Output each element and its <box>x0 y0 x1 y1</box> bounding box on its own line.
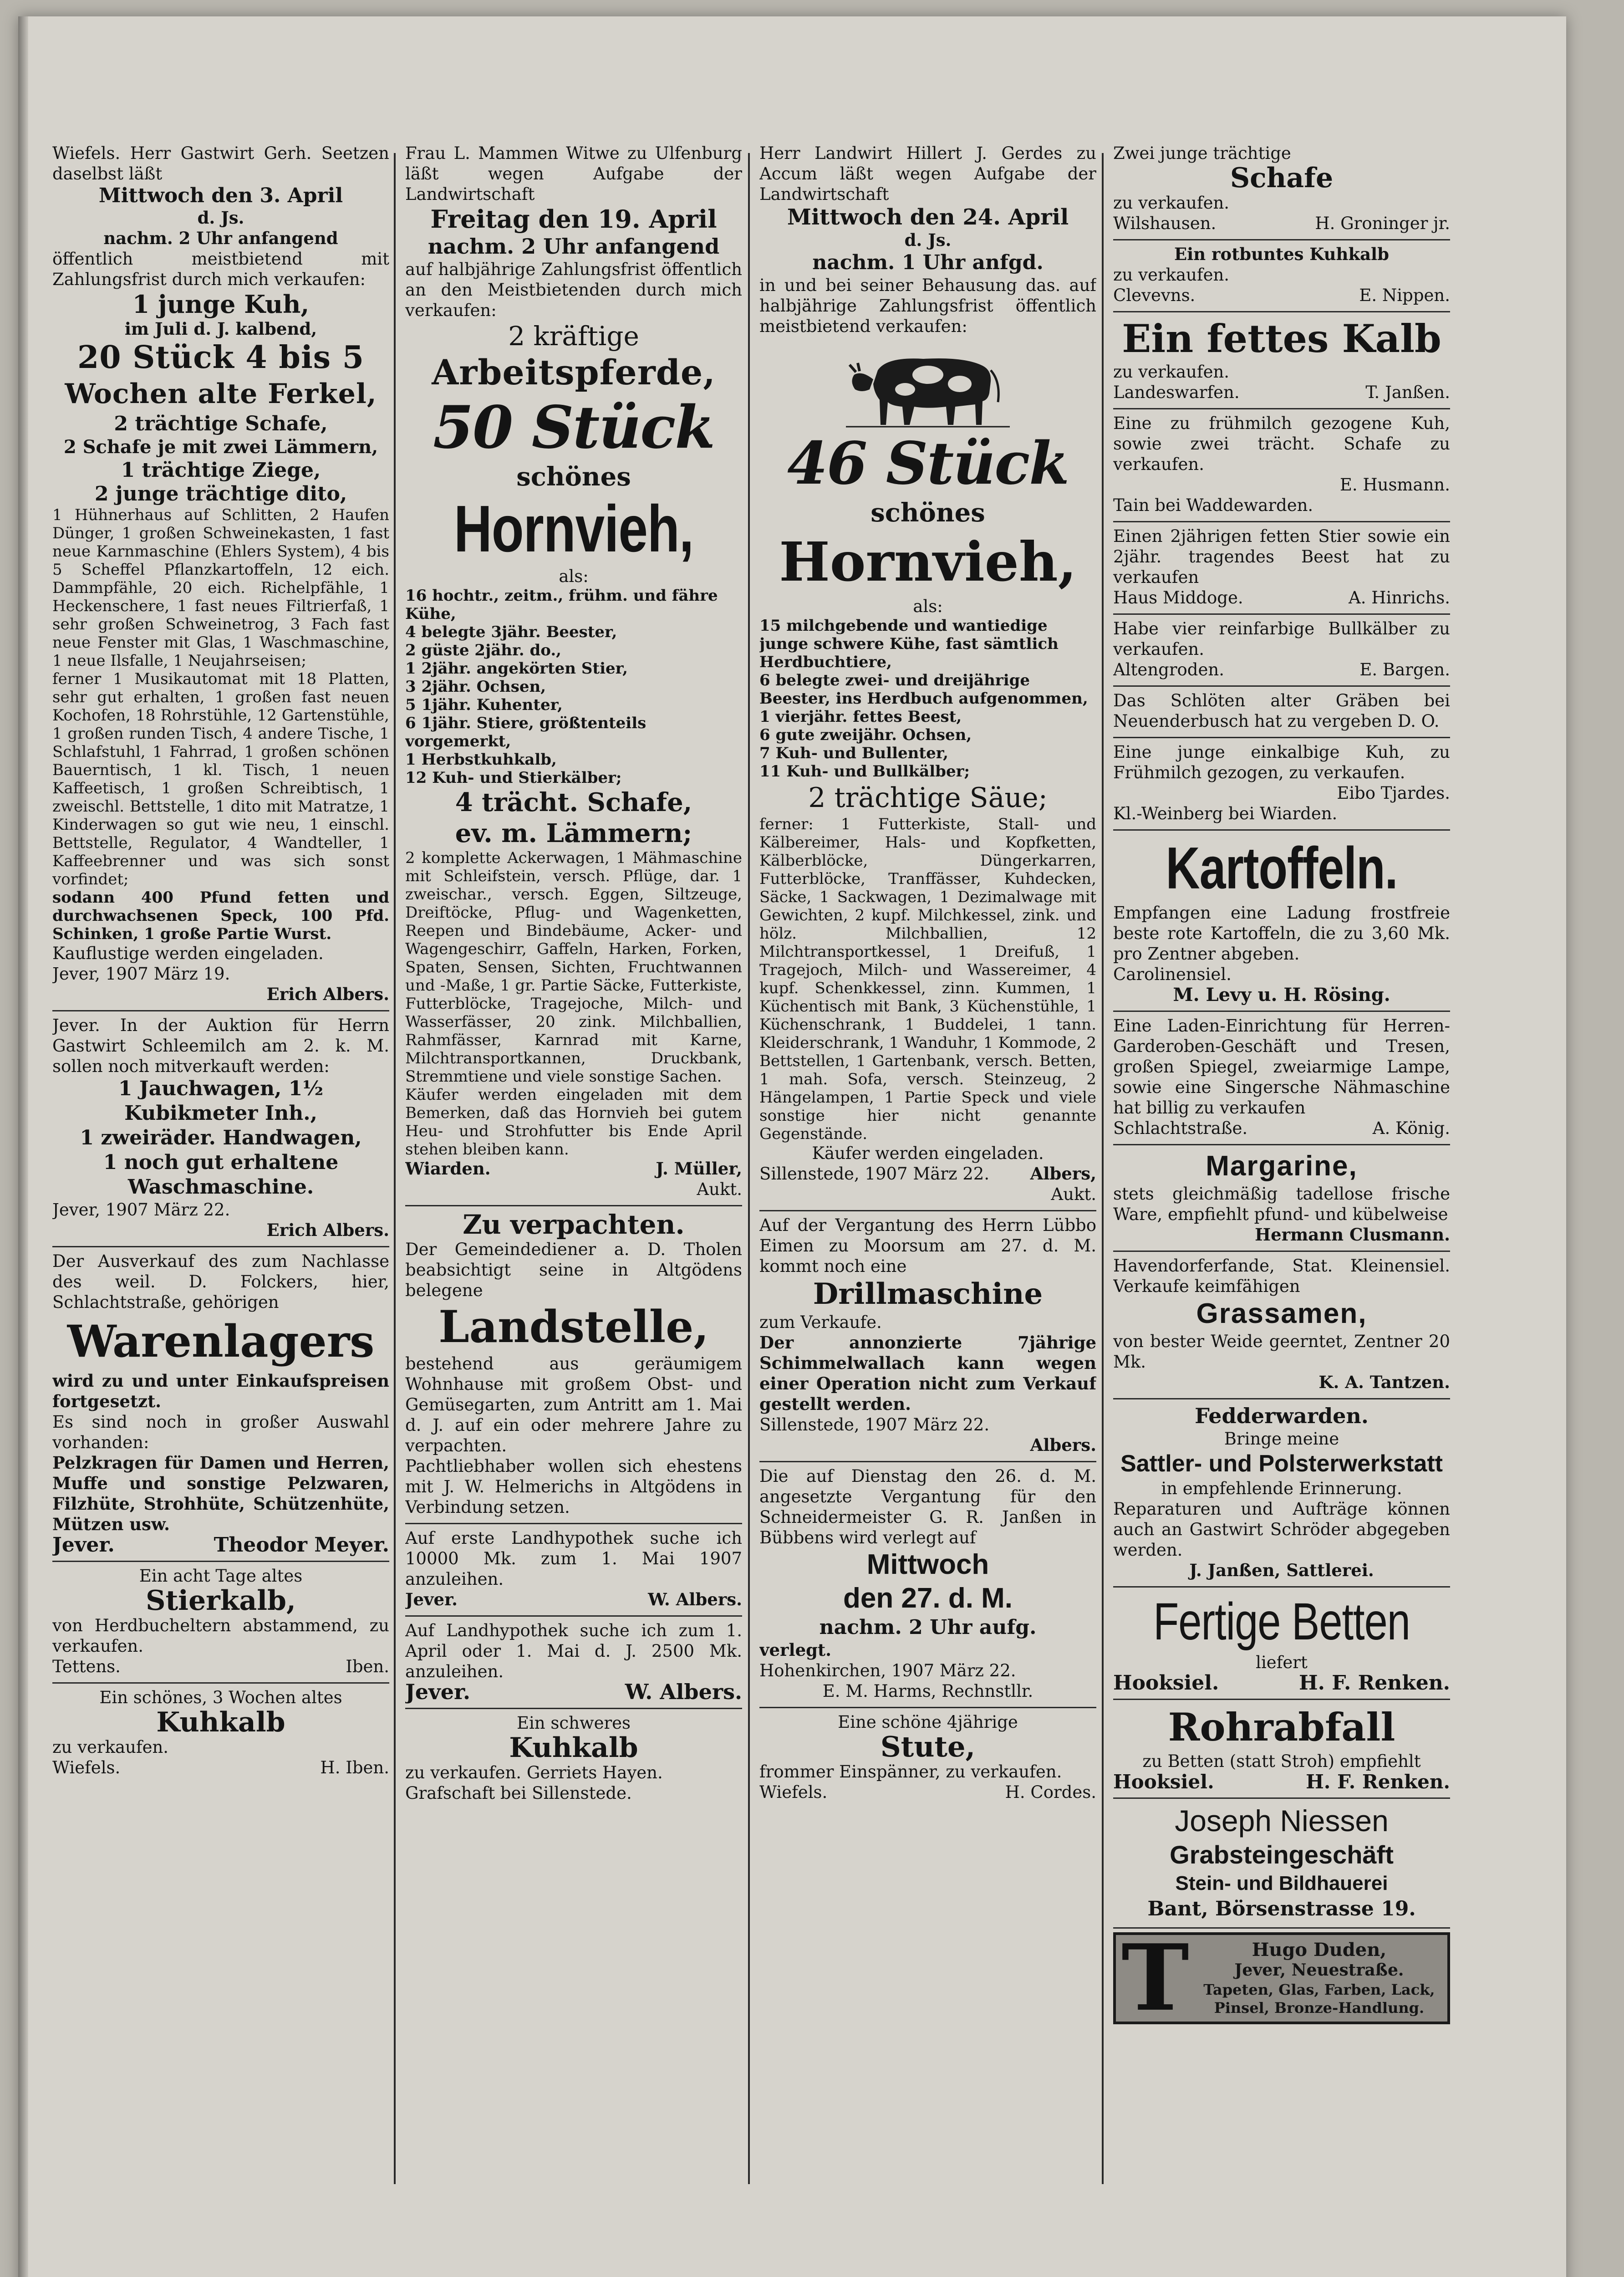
ad-kuhkalb <box>52 1684 389 1783</box>
ad-item: 1 noch gut erhaltene Waschmaschine. <box>103 1151 339 1199</box>
ad-signature: E. Bargen. <box>1359 660 1450 679</box>
ad-place: Jever, 1907 März 22. <box>52 1200 230 1220</box>
ad-vergantung-janssen <box>759 1462 1096 1708</box>
ad-duden <box>1113 1925 1450 2032</box>
ad-text: Stein- und Bildhauerei <box>1175 1872 1388 1894</box>
ad-headline: Ein fettes Kalb <box>1122 316 1441 361</box>
ad-text: Frau L. Mammen Witwe zu Ulfenburg läßt wegen Aufgabe der Landwirtschaft <box>405 143 742 204</box>
ad-signature: H. F. Renken. <box>1299 1671 1450 1695</box>
ad-text: Ein rotbuntes Kuhkalb <box>1174 244 1389 264</box>
ad-headline: Kartoffeln. <box>1166 835 1398 902</box>
ad-place: Jever. <box>52 1533 115 1557</box>
ad-text: Eine schöne 4jährige <box>838 1712 1018 1732</box>
column-rule <box>394 153 396 2184</box>
ad-list: ferner 1 Musikautomat mit 18 Platten, sehr gut erhalten, 1 großen fast neuen Kochofen, 18 Rohrstühle, 12 Gartenstühle, 1 großen runden Tisch, 4 andere Tische, 1 Schlafstuhl, 1 Fahrrad, 1 großen schönen Bauerntisch, 1 kl. Tisch, 1 neuen Kaffeetisch, 1 großen Schreibtisch, 1 zweischl. Bettstelle, 1 dito mit Matratze, 1 Kinderwagen so gut wie neu, 1 einschl. Bettstelle, Regulator, 4 Wandteller, 1 Kaffeebrenner und was sich sonst vorfindet; <box>52 670 389 888</box>
ad-headline: Hornvieh, <box>454 491 693 566</box>
column-2 <box>405 139 742 2202</box>
ad-graeben <box>1113 687 1450 738</box>
ad-text: Auf Landhypothek suche ich zum 1. April oder 1. Mai d. J. 2500 Mk. anzuleihen. <box>405 1621 742 1681</box>
ad-item: 16 hochtr., zeitm., frühm. und fähre Kühe, <box>405 587 718 623</box>
ad-fettes-kalb <box>1113 312 1450 409</box>
ad-headline: Zu verpachten. <box>463 1209 685 1240</box>
ad-place: Jever. <box>405 1589 458 1609</box>
ad-signature-row <box>52 1656 389 1677</box>
ad-signature-row <box>1113 213 1450 234</box>
ad-text: Herr Landwirt Hillert J. Gerdes zu Accum läßt wegen Aufgabe der Landwirtschaft <box>759 143 1096 204</box>
ad-place: Haus Middoge. <box>1113 588 1243 608</box>
ad-year: d. Js. <box>904 230 952 250</box>
ad-text: frommer Einspänner, zu verkaufen. <box>759 1762 1062 1782</box>
ad-auction-schleemilch <box>52 1011 389 1247</box>
ad-signature: Theodor Meyer. <box>214 1533 389 1557</box>
ad-kuhkalb-rotbunt <box>1113 240 1450 312</box>
ad-signature-row <box>759 1164 1096 1184</box>
ad-place: Clevevns. <box>1113 286 1196 305</box>
ad-signature-row <box>405 1159 742 1179</box>
column-1 <box>52 139 389 2202</box>
ad-text: Bringe meine <box>1224 1429 1339 1449</box>
ad-signature: H. Iben. <box>320 1758 389 1777</box>
ad-text: Auf erste Landhypothek suche ich 10000 Mk. zum 1. Mai 1907 anzuleihen. <box>405 1528 742 1589</box>
ad-stier-hinrichs <box>1113 522 1450 615</box>
ad-text: bestehend aus geräumigem Wohnhause mit großem Obst- und Gemüsegarten, zum Antritt am 1. Mai d. J. auf ein oder mehrere Jahre zu verpachten. <box>405 1354 742 1455</box>
ad-item: 12 Kuh- und Stierkälber; <box>405 769 622 787</box>
ad-headline: Grabsteingeschäft <box>1170 1840 1394 1869</box>
ad-signature: K. A. Tantzen. <box>1319 1372 1450 1392</box>
ad-signature-row <box>759 1782 1096 1802</box>
ad-signature: H. F. Renken. <box>1306 1771 1450 1793</box>
ad-headline: Margarine, <box>1206 1150 1358 1182</box>
ad-item: 15 milchgebende und wantiedige junge schwere Kühe, fast sämtlich Herdbuchtiere, <box>759 617 1059 671</box>
cow-illustration-icon <box>846 338 1010 429</box>
ad-text: Der annonzierte 7jährige Schimmelwallach kann wegen einer Operation nicht zum Verkauf gestellt werden. <box>759 1333 1096 1414</box>
ad-text: zum Verkaufe. <box>759 1312 882 1332</box>
ad-place: Jever, Neuestraße. <box>1234 1960 1404 1980</box>
ad-time: nachm. 2 Uhr anfangend <box>103 228 338 248</box>
decorative-letter-t: T <box>1121 1925 1189 2032</box>
ad-place: Carolinensiel. <box>1113 965 1232 984</box>
ad-signature-row <box>1113 659 1450 680</box>
ad-list: sodann 400 Pfund fetten und durchwachsenen Speck, 100 Pfd. Schinken, 1 große Partie Wurst. <box>52 888 389 943</box>
ad-kuhkalb-hayen <box>405 1709 742 1809</box>
ad-item: Arbeitspferde, <box>432 352 716 393</box>
ad-grassamen <box>1113 1252 1450 1399</box>
ad-item: 4 belegte 3jähr. Beester, <box>405 623 617 641</box>
ad-headline: Sattler- und Polsterwerkstatt <box>1120 1450 1443 1477</box>
ad-item: 1 vierjähr. fettes Beest, <box>759 708 962 726</box>
ad-hypothek-2 <box>405 1617 742 1709</box>
ad-intro: Wiefels. Herr Gastwirt Gerh. Seetzen daselbst läßt <box>52 143 389 184</box>
ad-signature-row <box>405 1589 742 1610</box>
ad-item: 6 belegte zwei- und dreijährige Beester, ins Herdbuch aufgenommen, <box>759 671 1088 708</box>
ad-item: ev. m. Lämmern; <box>455 818 692 848</box>
ad-list: 1 Hühnerhaus auf Schlitten, 2 Haufen Dünger, 1 großen Schweinekasten, 1 fast neue Karnmaschine (Ehlers System), 4 bis 5 Scheffel Pflanzkartoffeln, 12 eich. Dammpfähle, 20 eich. Richelpfähle, 1 Heckenschere, 1 fast neues Filtrierfaß, 1 sehr großen Schweinetrog, 3 Fach fast neue Fenster mit Glas, 1 Waschmaschine, 1 neue Ilsfalle, 1 Neujahrseisen; <box>52 506 389 670</box>
ad-headline: Joseph Niessen <box>1175 1804 1389 1838</box>
ad-item: 3 2jähr. Ochsen, <box>405 678 546 696</box>
ad-place: Wiefels. <box>759 1782 828 1802</box>
ad-item: 20 Stück 4 bis 5 <box>77 339 365 376</box>
ad-text: Empfangen eine Ladung frostfreie beste rote Kartoffeln, die zu 3,60 Mk. pro Zentner abgeben. <box>1113 903 1450 964</box>
ad-drillmaschine <box>759 1211 1096 1462</box>
ad-text: Ein acht Tage altes <box>139 1566 303 1586</box>
ad-place: Altengroden. <box>1113 660 1224 679</box>
column-rule <box>1102 153 1104 2184</box>
ad-niessen <box>1113 1799 1450 1929</box>
ad-item: 2 junge trächtige dito, <box>94 482 347 505</box>
ad-text: Eine Laden-Einrichtung für Herren-Garderoben-Geschäft und Tresen, großen Spiegel, zweiarmige Lampe, sowie eine Singersche Nähmaschine hat billig zu verkaufen <box>1113 1016 1450 1118</box>
ad-signature: E. Husmann. <box>1339 475 1450 495</box>
ad-text: Habe vier reinfarbige Bullkälber zu verkaufen. <box>1113 619 1450 659</box>
ad-item: 11 Kuh- und Bullkälber; <box>759 762 970 781</box>
ad-item: Wochen alte Ferkel, <box>65 378 377 410</box>
ad-margarine <box>1113 1145 1450 1252</box>
ad-bullkaelber <box>1113 615 1450 687</box>
ad-signature: T. Janßen. <box>1365 383 1450 402</box>
ad-headline: Schafe <box>1230 162 1334 194</box>
ad-text: in empfehlende Erinnerung. <box>1161 1479 1402 1498</box>
ad-text: Pachtliebhaber wollen sich ehestens mit J. W. Helmerichs in Altgödens in Verbindung setzen. <box>405 1456 742 1517</box>
ad-signature-row <box>1113 587 1450 608</box>
ad-signature: H. Groninger jr. <box>1315 214 1450 233</box>
ad-kartoffeln <box>1113 831 1450 1012</box>
duden-box <box>1113 1925 1450 2032</box>
ad-signature: H. Cordes. <box>1005 1782 1096 1802</box>
ad-signature: Iben. <box>346 1657 389 1676</box>
ad-place: Bant, Börsenstrasse 19. <box>1147 1897 1416 1920</box>
ad-item: 1 Herbstkuhkalb, <box>405 750 557 769</box>
ad-item: 6 gute zweijähr. Ochsen, <box>759 726 972 744</box>
ad-text: Auf der Vergantung des Herrn Lübbo Eimen zu Moorsum am 27. d. M. kommt noch eine <box>759 1215 1096 1276</box>
ad-signature: Hermann Clusmann. <box>1255 1225 1450 1245</box>
ad-text: zu verkaufen. <box>52 1737 169 1757</box>
ad-signature: Hugo Duden, <box>1252 1939 1387 1960</box>
ad-date: Mittwoch den 3. April <box>98 184 343 207</box>
ad-laden-einrichtung <box>1113 1012 1450 1145</box>
ad-list: ferner: 1 Futterkiste, Stall- und Kälbereimer, Hals- und Kopfketten, Kälberblöcke, Düngerkarren, Futterblöcke, Tranffässer, Kuhdecken, Säcke, 1 Sackwagen, 1 Dezimalwage mit Gewichten, 2 kupf. Milchkessel, zink. und hölz. Milchballien, 12 Milchtransportkessel, 1 Dreifuß, 1 Tragejoch, Milch- und Wassereimer, 4 kupf. Schenkkessel, zinn. Kummen, 1 Küchentisch mit Bank, 3 Küchenstühle, 1 Küchenschrank, 1 Buddelei, 1 tann. Kleiderschrank, 1 Wanduhr, 1 Kommode, 2 Bettstellen, 1 Gartenbank, versch. Betten, 1 mah. Sofa, versch. Steinzeug, 2 Hängelampen, 1 Partie Speck und viele sonstige hier nicht genannte Gegenstände. <box>759 815 1096 1143</box>
ad-signature: M. Levy u. H. Rösing. <box>1173 984 1390 1006</box>
ad-text: Der Ausverkauf des zum Nachlasse des weil. D. Folckers, hier, Schlachtstraße, gehörigen <box>52 1251 389 1312</box>
ad-headline: Stierkalb, <box>146 1585 296 1617</box>
ad-headline: Landstelle, <box>438 1301 709 1353</box>
ad-headline: Grassamen, <box>1196 1298 1367 1329</box>
ad-headline: Drillmaschine <box>813 1277 1043 1311</box>
ad-signature: J. Janßen, Sattlerei. <box>1189 1560 1374 1580</box>
ad-signature: A. Hinrichs. <box>1349 588 1450 608</box>
ad-place: Tain bei Waddewarden. <box>1113 495 1313 515</box>
ad-item: 5 1jähr. Kuhenter, <box>405 696 563 714</box>
ad-time: nachm. 2 Uhr aufg. <box>819 1616 1037 1639</box>
ad-item: 2 trächtige Säue; <box>808 782 1048 814</box>
ad-signature: A. König. <box>1372 1118 1450 1138</box>
ad-text: liefert <box>1256 1653 1308 1672</box>
ad-place: Wiarden. <box>405 1159 491 1179</box>
ad-place: Schlachtstraße. <box>1113 1118 1248 1138</box>
ad-verpachten <box>405 1206 742 1524</box>
ad-text: zu Betten (statt Stroh) empfiehlt <box>1142 1751 1421 1771</box>
ad-terms: in und bei seiner Behausung das. auf halbjährige Zahlungsfrist öffentlich meistbietend verkaufen: <box>759 276 1096 336</box>
column-4 <box>1113 139 1450 2202</box>
ad-place: Wiefels. <box>52 1758 121 1777</box>
ad-place: Hooksiel. <box>1113 1671 1219 1695</box>
column-3 <box>759 139 1096 2202</box>
ad-headline: den 27. d. M. <box>843 1583 1013 1614</box>
ad-place: Landeswarfen. <box>1113 383 1240 402</box>
ad-place: Hooksiel. <box>1113 1771 1214 1793</box>
ad-text: Käufer werden eingeladen mit dem Bemerken, daß das Hornvieh bei gutem Heu- und Strohfutter bis Ende April stehen bleiben kann. <box>405 1086 742 1159</box>
ad-kuh-husmann <box>1113 409 1450 522</box>
ad-place: Jever. <box>405 1680 471 1704</box>
ad-signature-row <box>1113 285 1450 306</box>
ad-date: Mittwoch den 24. April <box>787 204 1069 230</box>
ad-text: Es sind noch in großer Auswahl vorhanden: <box>52 1412 389 1452</box>
ad-text: von bester Weide geerntet, Zentner 20 Mk. <box>1113 1332 1450 1372</box>
ad-text: von Herdbucheltern abstammend, zu verkaufen. <box>52 1616 389 1656</box>
ad-text: Ein schönes, 3 Wochen altes <box>99 1688 342 1707</box>
ad-stierkalb <box>52 1562 389 1684</box>
ad-signature-row <box>52 1757 389 1778</box>
ad-auction-gerdes <box>759 139 1096 1211</box>
ad-text: Das Schlöten alter Gräben bei Neuenderbusch hat zu vergeben D. O. <box>1113 691 1450 731</box>
ad-text: Pelzkragen für Damen und Herren, Muffe und sonstige Pelzwaren, Filzhüte, Strohhüte, Schützenhüte, Mützen usw. <box>52 1453 389 1534</box>
ad-warenlager <box>52 1247 389 1562</box>
ad-year: d. Js. <box>197 208 244 228</box>
ad-text: Tapeten, Glas, Farben, Lack, Pinsel, Bronze-Handlung. <box>1203 1981 1435 2017</box>
ad-item: 2 trächtige Schafe, <box>114 412 328 435</box>
ad-signature: Erich Albers. <box>266 1220 389 1240</box>
ad-item: 2 Schafe je mit zwei Lämmern, <box>63 436 378 458</box>
ad-signature-row <box>1113 1118 1450 1138</box>
ad-terms: auf halbjährige Zahlungsfrist öffentlich an den Meistbietenden durch mich verkaufen: <box>405 260 742 320</box>
ad-signature: E. M. Harms, Rechnstllr. <box>822 1681 1033 1701</box>
ad-headline: Kuhkalb <box>156 1706 285 1738</box>
ad-sattlerei <box>1113 1399 1450 1588</box>
ad-text: Havendorferfande, Stat. Kleinensiel. Verkaufe keimfähigen <box>1113 1256 1450 1296</box>
ad-role: Aukt. <box>1051 1184 1096 1204</box>
ad-item: 2 kräftige <box>508 321 639 352</box>
ad-text: stets gleichmäßig tadellose frische Ware, empfiehlt pfund- und kübelweise <box>1113 1184 1450 1224</box>
ad-item: schönes <box>871 498 985 528</box>
ad-signature-row <box>1113 1772 1450 1792</box>
ad-place: Sillenstede, 1907 März 22. <box>759 1164 990 1184</box>
ad-place: Jever, 1907 März 19. <box>52 964 230 984</box>
ad-date: Freitag den 19. April <box>430 204 717 234</box>
ad-rohrabfall <box>1113 1700 1450 1799</box>
ad-headline: Warenlagers <box>67 1316 375 1367</box>
ad-signature-row <box>1113 1673 1450 1693</box>
ad-item: schönes <box>516 462 631 492</box>
ad-item: 7 Kuh- und Bullenter, <box>759 744 948 762</box>
ad-item: 1 zweiräder. Handwagen, <box>80 1126 362 1149</box>
ad-kuh-tjardes <box>1113 738 1450 831</box>
ad-text: zu verkaufen. <box>1113 193 1230 213</box>
ad-place: Wilshausen. <box>1113 214 1217 233</box>
ad-text: zu verkaufen. Gerriets Hayen. Grafschaft bei Sillenstede. <box>405 1763 663 1803</box>
ad-text: Die auf Dienstag den 26. d. M. angesetzte Vergantung für den Schneidermeister G. R. Janßen in Bübbens wird verlegt auf <box>759 1466 1096 1547</box>
ad-headline: 46 Stück <box>787 429 1069 498</box>
ad-time: nachm. 1 Uhr anfgd. <box>812 251 1044 274</box>
ad-text: zu verkaufen. <box>1113 362 1230 382</box>
ad-terms: öffentlich meistbietend mit Zahlungsfrist durch mich verkaufen: <box>52 249 389 289</box>
ad-headline: Hornvieh, <box>779 530 1077 593</box>
ad-item: 2 güste 2jähr. do., <box>405 641 562 659</box>
ad-place: Hohenkirchen, 1907 März 22. <box>759 1661 1016 1680</box>
ad-item: 6 1jähr. Stiere, größtenteils vorgemerkt, <box>405 714 647 750</box>
ad-signature: Erich Albers. <box>266 984 389 1004</box>
ad-fertige-betten <box>1113 1588 1450 1700</box>
ad-text: Eine junge einkalbige Kuh, zu Frühmilch gezogen, zu verkaufen. <box>1113 742 1450 782</box>
ad-role: Aukt. <box>697 1179 742 1199</box>
ad-stute <box>759 1708 1096 1808</box>
ad-headline: Rohrabfall <box>1168 1705 1395 1750</box>
ad-signature-row <box>1113 382 1450 403</box>
ad-item: 1 junge Kuh, <box>132 290 310 319</box>
column-rule <box>748 153 750 2184</box>
ad-signature-row <box>405 1682 742 1702</box>
ad-place: Kl.-Weinberg bei Wiarden. <box>1113 804 1338 823</box>
ad-item: 4 trächt. Schafe, <box>455 787 692 817</box>
ad-als: als: <box>913 597 943 616</box>
ad-text: Jever. In der Auktion für Herrn Gastwirt Schleemilch am 2. k. M. sollen noch mitverkauft werden: <box>52 1016 389 1076</box>
duden-text <box>1196 1940 1442 2017</box>
ad-signature: J. Müller, <box>656 1159 742 1179</box>
ad-als: als: <box>559 567 589 586</box>
ad-signature: E. Nippen. <box>1359 286 1450 305</box>
ad-headline: Fertige Betten <box>1153 1593 1410 1651</box>
ad-time: nachm. 2 Uhr anfangend <box>428 234 720 259</box>
ad-text: Eine zu frühmilch gezogene Kuh, sowie zwei trächt. Schafe zu verkaufen. <box>1113 414 1450 474</box>
ad-headline: Mittwoch <box>866 1549 989 1580</box>
ad-item: im Juli d. J. kalbend, <box>124 319 317 339</box>
ad-signature: Albers, <box>1030 1164 1096 1184</box>
ad-signature: Eibo Tjardes. <box>1337 783 1450 803</box>
ad-heading: Fedderwarden. <box>1195 1404 1369 1428</box>
ad-place: Tettens. <box>52 1657 121 1676</box>
ad-hypothek-1 <box>405 1524 742 1617</box>
ad-signature: W. Albers. <box>648 1589 742 1609</box>
ad-auction-mammen <box>405 139 742 1206</box>
ad-invite: Käufer werden eingeladen. <box>812 1144 1044 1163</box>
newspaper-page <box>18 16 1566 2277</box>
ad-place: Sillenstede, 1907 März 22. <box>759 1415 990 1435</box>
ad-text: verlegt. <box>759 1640 831 1660</box>
ad-headline: Stute, <box>880 1730 976 1763</box>
ad-item: 1 2jähr. angekörten Stier, <box>405 659 628 678</box>
ad-item: 1 Jauchwagen, 1½ Kubikmeter Inh., <box>118 1077 324 1125</box>
ad-item: 1 trächtige Ziege, <box>121 459 321 482</box>
ad-text: Zwei junge trächtige <box>1113 143 1291 163</box>
ad-text: Der Gemeindediener a. D. Tholen beabsichtigt seine in Altgödens belegene <box>405 1240 742 1300</box>
ad-list: 2 komplette Ackerwagen, 1 Mähmaschine mit Schleifstein, versch. Pflüge, dar. 1 zweischar., versch. Eggen, Siltzeuge, Dreiftöcke, Pflug- und Wagenketten, Reepen und Bindebäume, Acker- und Wagengeschirr, Gaffeln, Harken, Forken, Spaten, Sensen, Sichten, Fruchtwannen und -Maße, 1 gr. Partie Säcke, Futterkiste, Futterblöcke, Tragejoche, Milch- und Wasserfässer, 20 zink. Milchballien, Rahmfässer, Karnrad mit Karne, Milchtransportkannen, Druckbank, Stremmtiene und viele sonstige Sachen. <box>405 849 742 1086</box>
ad-signature: Albers. <box>1030 1435 1096 1455</box>
ad-text: Reparaturen und Aufträge können auch an Gastwirt Schröder abgegeben werden. <box>1113 1499 1450 1560</box>
ad-text: Einen 2jährigen fetten Stier sowie ein 2jähr. tragendes Beest hat zu verkaufen <box>1113 526 1450 587</box>
ad-text: wird zu und unter Einkaufspreisen fortgesetzt. <box>52 1371 389 1411</box>
ad-auction-seetzen <box>52 139 389 1011</box>
ad-text: Ein schweres <box>516 1713 631 1733</box>
ad-text: zu verkaufen. <box>1113 265 1230 285</box>
ad-headline: 50 Stück <box>433 393 714 462</box>
ad-signature-row <box>52 1535 389 1555</box>
ad-signature: W. Albers. <box>625 1680 742 1704</box>
ad-invite: Kauflustige werden eingeladen. <box>52 944 324 963</box>
ad-schafe <box>1113 139 1450 240</box>
ad-headline: Kuhkalb <box>509 1732 638 1764</box>
